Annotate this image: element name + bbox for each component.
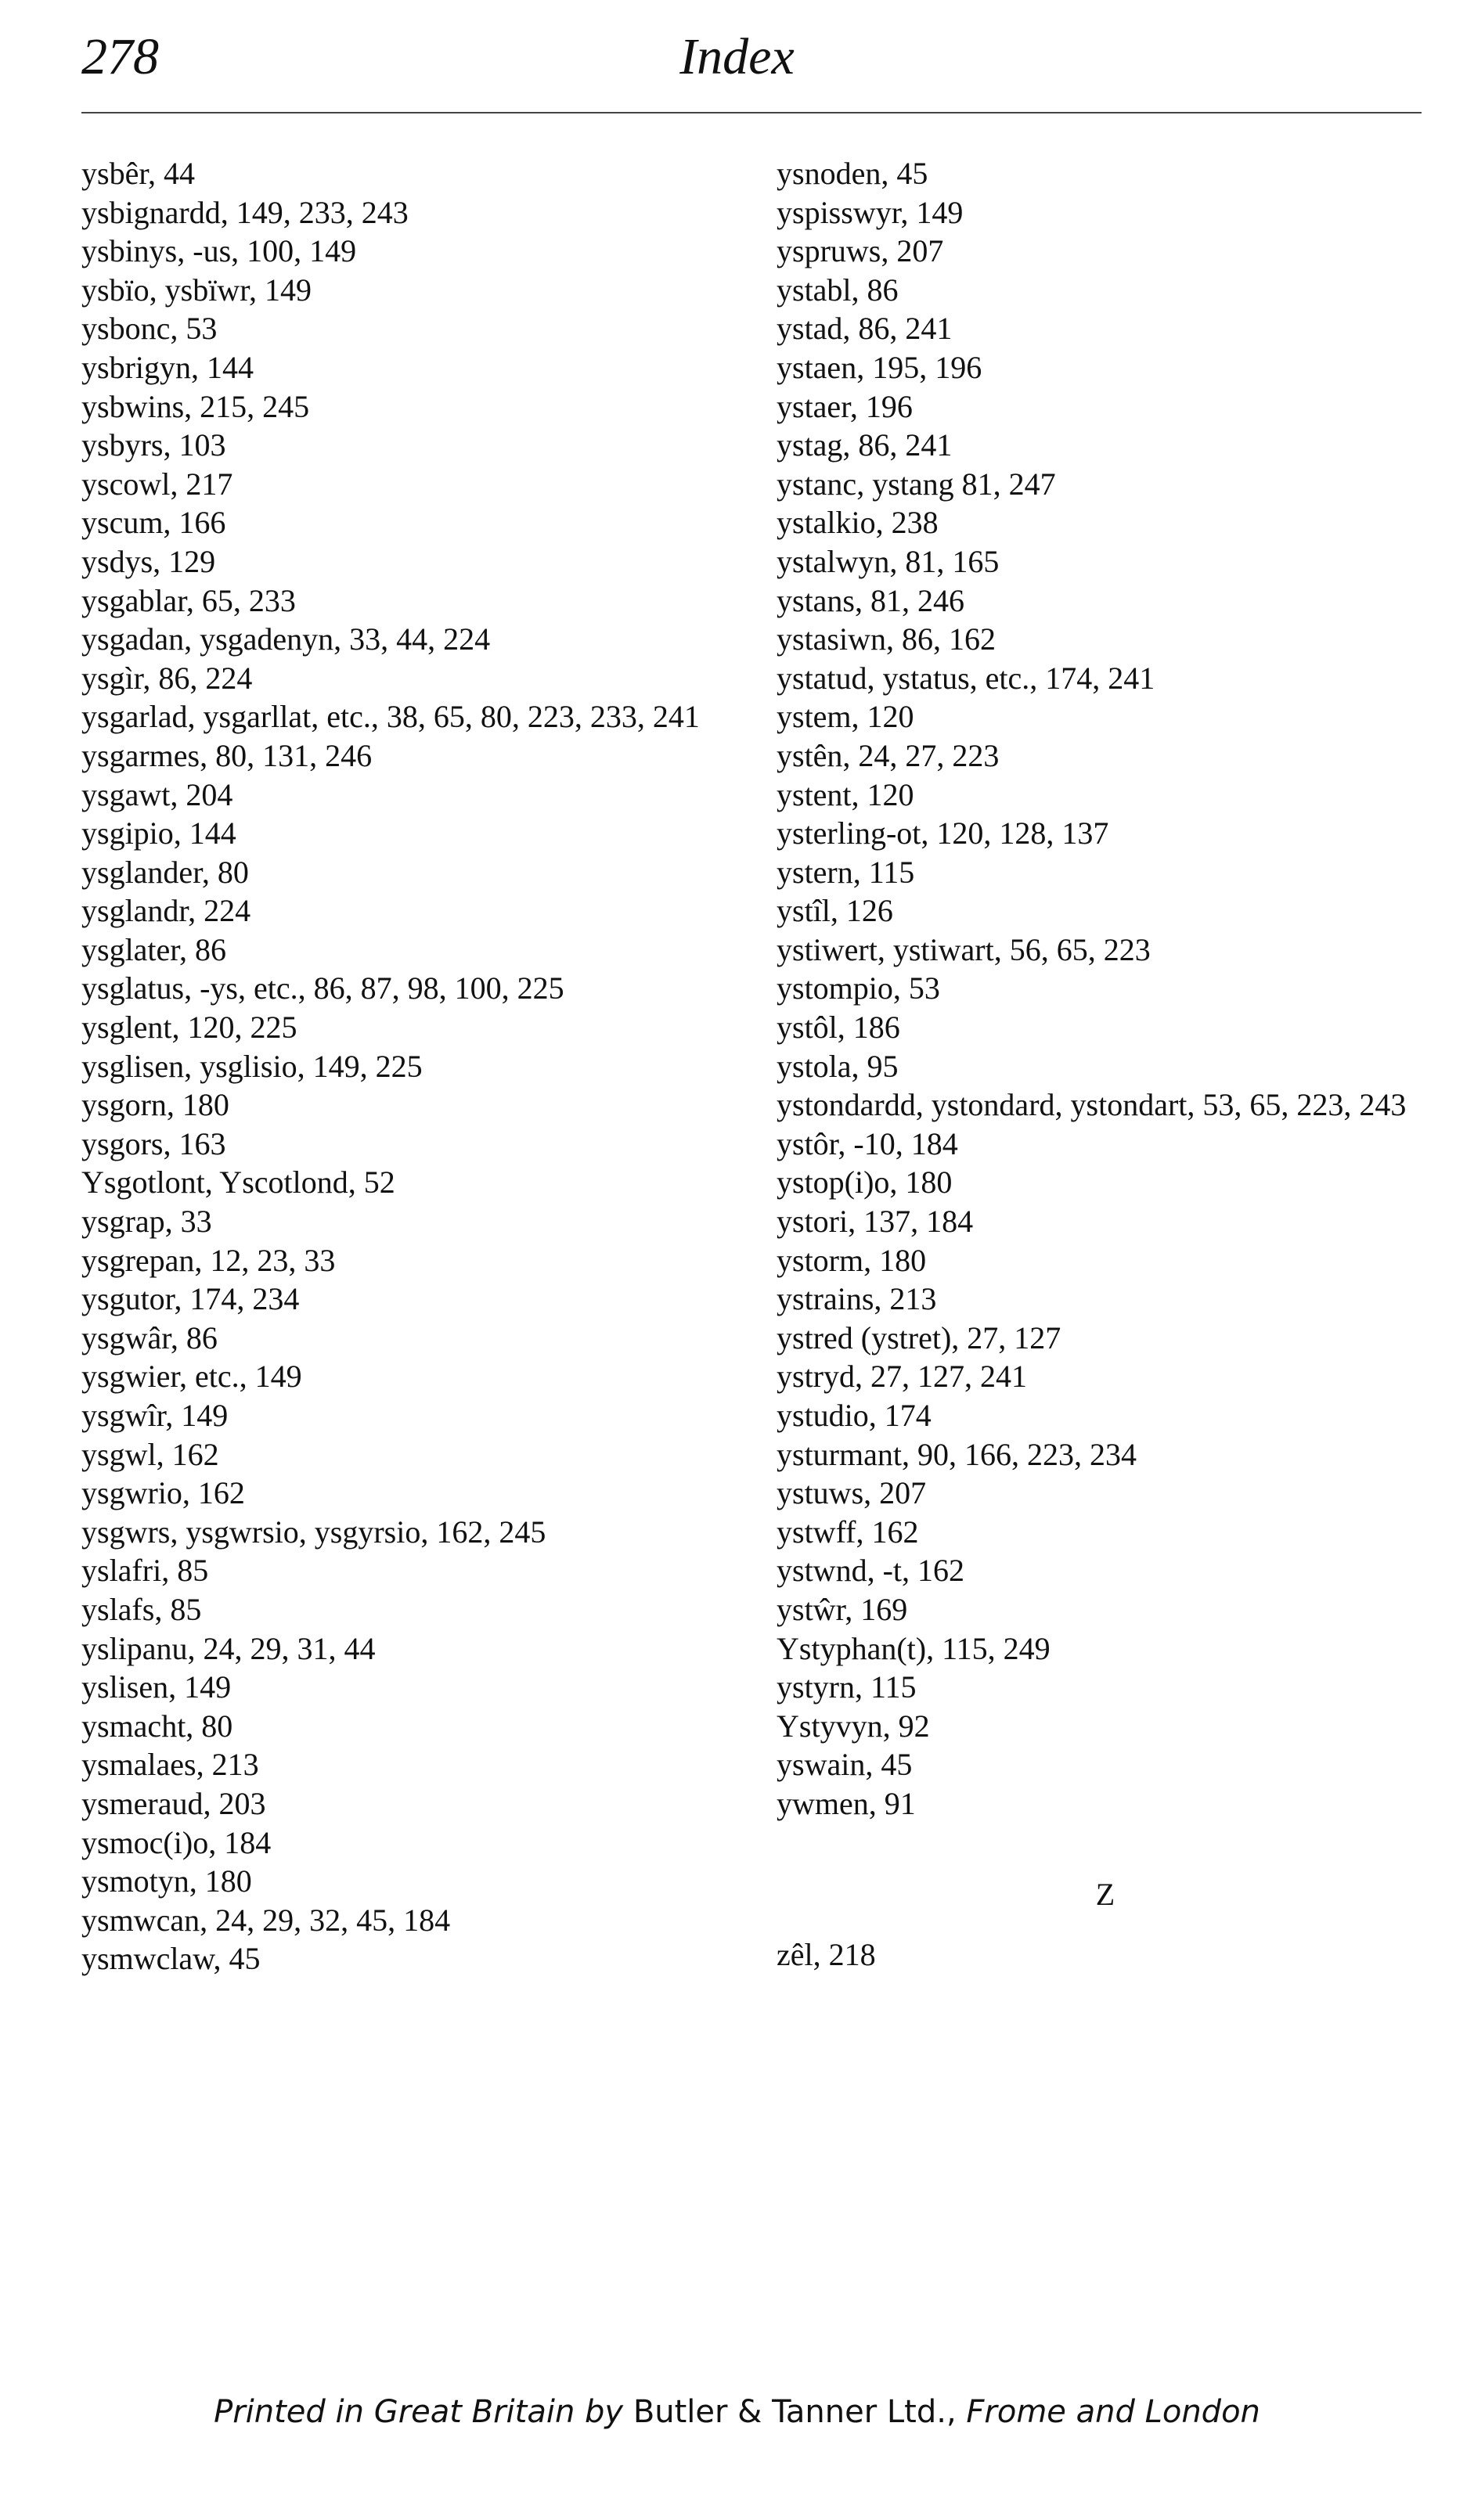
index-entry: ystred (ystret), 27, 127 [777,1319,1061,1355]
index-entry: ysbonc, 53 [81,311,218,347]
index-entry: ysgipio, 144 [81,815,236,851]
index-entry: ystwff, 162 [777,1514,919,1550]
index-entry: ysglater, 86 [81,931,227,967]
index-entry: yspisswyr, 149 [777,194,964,230]
index-entry: ystudio, 174 [777,1398,932,1433]
index-entry: ystabl, 86 [777,272,899,308]
index-entry: ystôl, 186 [777,1010,900,1046]
index-entry: yspruws, 207 [777,233,944,269]
index-entry: ysgorn, 180 [81,1087,229,1123]
index-entry: ystaer, 196 [777,388,913,424]
index-entry: ysbinys, -us, 100, 149 [81,233,357,269]
index-entry: yscum, 166 [81,505,226,541]
index-entry: ysnoden, 45 [777,156,928,191]
index-entry: ystem, 120 [777,699,914,735]
index-entry: ysgawt, 204 [81,776,233,812]
index-entry: ysmoc(i)o, 184 [81,1824,272,1860]
index-entry: Ysgotlont, Yscotlond, 52 [81,1165,395,1201]
index-entry: ysglandr, 224 [81,893,251,929]
index-entry: yscowl, 217 [81,466,233,502]
imprint-location: Frome and London [966,2394,1260,2430]
index-entry: ysgarlad, ysgarllat, etc., 38, 65, 80, 223, 233, 241 [81,699,700,735]
index-entry: ysglisen, ysglisio, 149, 225 [81,1048,423,1084]
imprint-printer-name: Butler & Tanner Ltd., [623,2394,967,2430]
index-entry: ysgwl, 162 [81,1436,219,1472]
index-entry: Ystyvyn, 92 [777,1708,930,1744]
header-rule [81,112,1422,113]
index-entry: ysgìr, 86, 224 [81,660,253,696]
index-entry: ystrains, 213 [777,1281,937,1317]
index-entry: ywmen, 91 [777,1785,916,1821]
index-entry: ystiwert, ystiwart, 56, 65, 223 [777,931,1151,967]
index-entry: ystompio, 53 [777,970,940,1006]
index-entry: ystondardd, ystondard, ystondart, 53, 65, 223, 243 [777,1087,1407,1123]
index-entry: ysmalaes, 213 [81,1747,259,1783]
index-entry: ysbêr, 44 [81,156,196,191]
index-entry: ysbwins, 215, 245 [81,388,310,424]
index-entry: ystop(i)o, 180 [777,1165,953,1201]
index-entry: ysgwîr, 149 [81,1398,229,1433]
index-entry: ystern, 115 [777,854,915,890]
index-entry: ysmeraud, 203 [81,1785,266,1821]
index-entry: ystola, 95 [777,1048,899,1084]
index-entry: yslafri, 85 [81,1553,209,1589]
index-entry: ystîl, 126 [777,893,893,929]
index-entry: ystans, 81, 246 [777,582,964,618]
index-entry: ystaen, 195, 196 [777,349,982,385]
index-column-right [777,154,1434,1975]
index-entry: ysglatus, -ys, etc., 86, 87, 98, 100, 225 [81,970,564,1006]
index-entry: ystên, 24, 27, 223 [777,737,1000,773]
index-entry: ysgwrs, ysgwrsio, ysgyrsio, 162, 245 [81,1514,546,1550]
index-entry: ysbïo, ysbïwr, 149 [81,272,312,308]
index-entry: ysmwcan, 24, 29, 32, 45, 184 [81,1902,451,1938]
index-entry: Ystyphan(t), 115, 249 [777,1630,1051,1666]
index-entry: ystanc, ystang 81, 247 [777,466,1056,502]
index-entry: ysbignardd, 149, 233, 243 [81,194,409,230]
index-entry: ystad, 86, 241 [777,311,953,347]
index-entry: ysglent, 120, 225 [81,1010,297,1046]
index-entry: ystŵr, 169 [777,1591,908,1627]
index-entry: ysmotyn, 180 [81,1863,252,1899]
index-entry: ysgablar, 65, 233 [81,582,296,618]
index-entry: ysgarmes, 80, 131, 246 [81,737,373,773]
index-entry: ysgutor, 174, 234 [81,1281,300,1317]
index-entry: ysgrepan, 12, 23, 33 [81,1242,336,1278]
section-letter-heading: Z [1095,1876,1115,1912]
imprint-printed-in: Printed in Great Britain by [214,2394,624,2430]
index-entry: ystasiwn, 86, 162 [777,621,996,657]
page-title: Index [679,28,795,85]
index-entry: ysturmant, 90, 166, 223, 234 [777,1436,1137,1472]
index-entry: yslafs, 85 [81,1591,202,1627]
index-entry: ysmacht, 80 [81,1708,233,1744]
index-entry: ystatud, ystatus, etc., 174, 241 [777,660,1155,696]
index-entry: ysdys, 129 [81,543,216,579]
index-entry: ysterling-ot, 120, 128, 137 [777,815,1109,851]
index-entry: ystôr, -10, 184 [777,1125,958,1161]
index-entry: yslipanu, 24, 29, 31, 44 [81,1630,376,1666]
index-entry: ystuws, 207 [777,1475,927,1511]
index-entry: ystwnd, -t, 162 [777,1553,964,1589]
index-entry: ysglander, 80 [81,854,249,890]
index-entry: ysgors, 163 [81,1125,226,1161]
index-entry: ysgwier, etc., 149 [81,1359,302,1395]
index-entry: ystyrn, 115 [777,1669,917,1705]
index-entry: ystryd, 27, 127, 241 [777,1359,1027,1395]
index-column-left [81,154,755,1978]
index-entry: yslisen, 149 [81,1669,232,1705]
printer-imprint [0,2396,1474,2428]
index-entry: ysgwâr, 86 [81,1319,218,1355]
page-number: 278 [81,28,159,85]
index-entry: ystag, 86, 241 [777,427,953,463]
index-entry: ystalwyn, 81, 165 [777,543,1000,579]
index-entry: ysmwclaw, 45 [81,1941,261,1977]
index-entry: ysgrap, 33 [81,1204,212,1240]
index-entry: ysgadan, ysgadenyn, 33, 44, 224 [81,621,491,657]
index-entry: ystori, 137, 184 [777,1204,974,1240]
index-entry: ysbyrs, 103 [81,427,226,463]
index-entry: yswain, 45 [777,1747,913,1783]
index-entry: ystorm, 180 [777,1242,927,1278]
index-entry: ysgwrio, 162 [81,1475,245,1511]
index-entry: zêl, 218 [777,1937,876,1973]
index-entry: ysbrigyn, 144 [81,349,254,385]
index-entry: ystalkio, 238 [777,505,939,541]
index-entry: ystent, 120 [777,776,914,812]
